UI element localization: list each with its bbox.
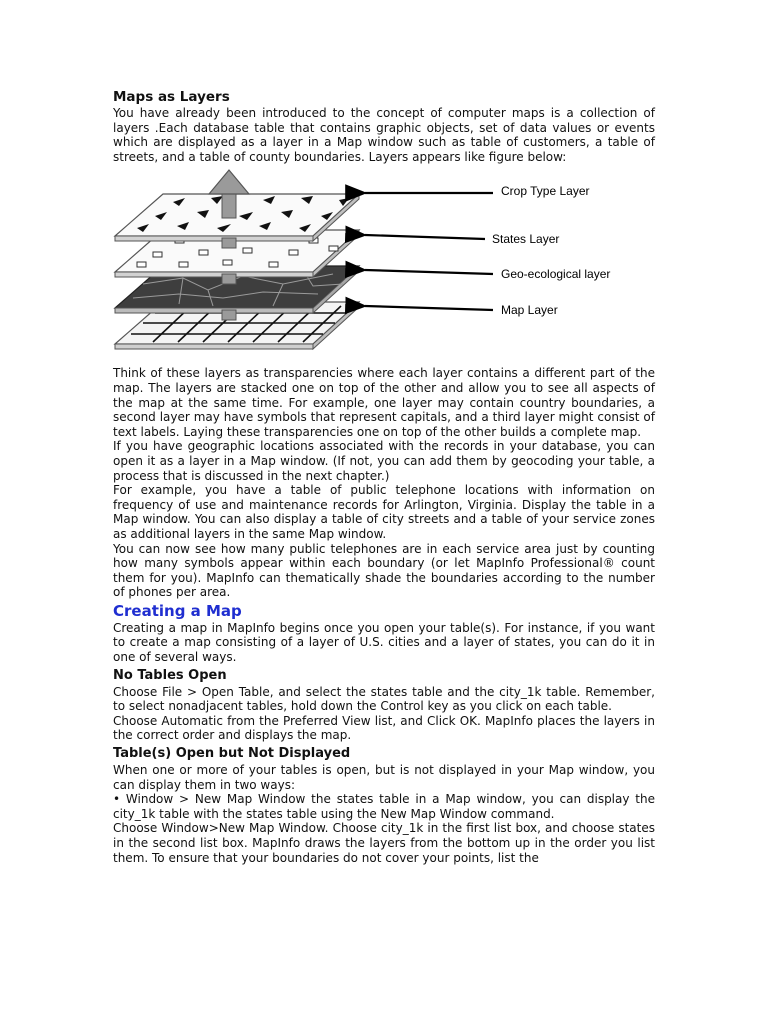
label-geo-ecological-layer: Geo-ecological layer	[501, 267, 611, 282]
page-title: Maps as Layers	[113, 89, 230, 105]
geo-layer-pointer-arrow	[365, 270, 493, 274]
label-crop-type-layer: Crop Type Layer	[501, 184, 590, 199]
document-page	[113, 88, 655, 865]
states-layer-pointer-arrow	[365, 235, 485, 239]
creating-paragraph: Creating a map in MapInfo begins once you open your table(s). For instance, if you want to create a map consisting of a layer of U.S. cities and a layer of states, you can do it in one of several ways.	[113, 620, 655, 665]
layers-figure	[113, 166, 655, 362]
body-paragraph: You can now see how many public telephones are in each service area just by counting how many symbols appear within each boundary (or let MapInfo Professional® count them for you). MapInfo can thematically shade the boundaries according to the number of phones per area.	[113, 541, 655, 600]
map-layer-pointer-arrow	[365, 306, 493, 310]
subheading-tables-open-not-displayed: Table(s) Open but Not Displayed	[113, 746, 351, 762]
no-tables-paragraph: Choose Automatic from the Preferred View list, and Click OK. MapInfo places the layers in the correct order and displays the map.	[113, 713, 655, 743]
body-paragraph: If you have geographic locations associated with the records in your database, you can open it as a layer in a Map window. (If not, you can add them by geocoding your table, a process that is discussed in the next chapter.)	[113, 439, 655, 483]
label-states-layer: States Layer	[492, 232, 560, 247]
subheading-no-tables-open: No Tables Open	[113, 667, 227, 683]
body-paragraph: Think of these layers as transparencies where each layer contains a different part of the map. The layers are stacked one on top of the other and allow you to see all aspects of the map at the same time. For example, one layer may contain country boundaries, a second layer may have symbols that represent capitals, and a third layer might consist of text labels. Laying these transparencies one on top of the other builds a complete map.	[113, 366, 655, 439]
no-tables-paragraph: Choose File > Open Table, and select the states table and the city_1k table. Remember, to select nonadjacent tables, hold down the Control key as you click on each table.	[113, 684, 655, 714]
not-displayed-paragraph: Choose Window>New Map Window. Choose city_1k in the first list box, and choose states in the second list box. MapInfo draws the layers from the bottom up in the order you list them. To ensure that your boundaries do not cover your points, list the	[113, 821, 655, 865]
label-map-layer: Map Layer	[501, 303, 558, 318]
body-paragraph: For example, you have a table of public telephone locations with information on frequency of use and maintenance records for Arlington, Virginia. Display the table in a Map window. You can also display a table of city streets and a table of your service zones as additional layers in the same Map window.	[113, 483, 655, 541]
not-displayed-paragraph: • Window > New Map Window the states table in a Map window, you can display the city_1k table with the states table using the New Map Window command.	[113, 792, 655, 821]
intro-paragraph: You have already been introduced to the concept of computer maps is a collection of layers .Each database table that contains graphic objects, set of data values or events which are displayed as a layer in a Map window such as table of customers, a table of streets, and a table of county boundaries. Layers appears like figure below:	[113, 106, 655, 164]
section-heading-creating-a-map: Creating a Map	[113, 601, 242, 620]
not-displayed-paragraph: When one or more of your tables is open, but is not displayed in your Map window, you can display them in two ways:	[113, 763, 655, 792]
